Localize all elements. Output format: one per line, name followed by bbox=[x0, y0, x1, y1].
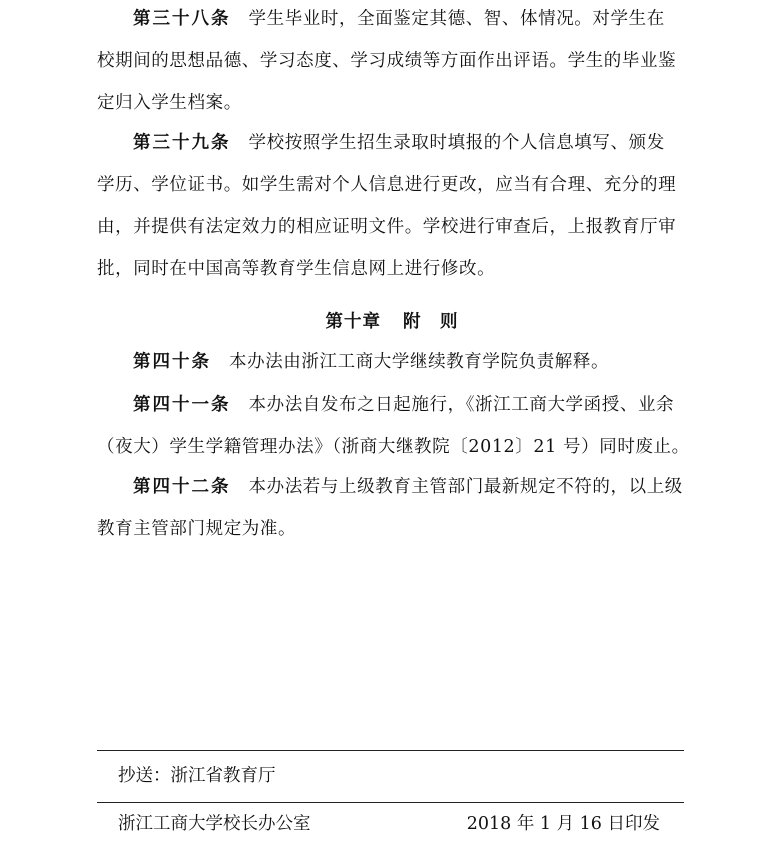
article-38 bbox=[97, 0, 687, 124]
chapter-heading bbox=[97, 301, 687, 343]
article-38-line-2: 校期间的思想品德、学习态度、学习成绩等方面作出评语。学生的毕业鉴 bbox=[97, 51, 677, 71]
cc-line: 抄送：浙江省教育厅 bbox=[118, 766, 276, 786]
article-39-line-2: 学历、学位证书。如学生需对个人信息进行更改，应当有合理、充分的理 bbox=[97, 175, 677, 195]
article-41-line-2: （夜大）学生学籍管理办法》（浙商大继教院〔2012〕21 号）同时废止。 bbox=[97, 437, 690, 457]
article-42-line-1: 第四十二条 本办法若与上级教育主管部门最新规定不符的，以上级 bbox=[133, 477, 683, 497]
article-39-line-1: 第三十九条 学校按照学生招生录取时填报的个人信息填写、颁发 bbox=[133, 133, 665, 153]
article-38-line-1: 第三十八条 学生毕业时，全面鉴定其德、智、体情况。对学生在 bbox=[133, 9, 665, 29]
issuer: 浙江工商大学校长办公室 bbox=[118, 814, 311, 834]
article-41-label: 第四十一条 bbox=[133, 395, 231, 415]
article-40 bbox=[97, 341, 687, 383]
article-42 bbox=[97, 466, 687, 550]
article-42-line-2: 教育主管部门规定为准。 bbox=[97, 519, 297, 539]
publication-line bbox=[97, 803, 684, 849]
article-41-line-1: 第四十一条 本办法自发布之日起施行，《浙江工商大学函授、业余 bbox=[133, 395, 675, 415]
chapter-number: 第十章 bbox=[325, 312, 381, 332]
article-39-line-3: 由，并提供有法定效力的相应证明文件。学校进行审查后，上报教育厅审 bbox=[97, 217, 677, 237]
article-39-label: 第三十九条 bbox=[133, 133, 231, 153]
issue-date: 2018 年 1 月 16 日印发 bbox=[466, 814, 660, 834]
article-40-label: 第四十条 bbox=[133, 352, 211, 372]
chapter-title: 附 则 bbox=[403, 312, 459, 332]
article-38-label: 第三十八条 bbox=[133, 9, 231, 29]
document-footer bbox=[97, 750, 684, 849]
article-40-line-1: 第四十条 本办法由浙江工商大学继续教育学院负责解释。 bbox=[133, 352, 610, 372]
article-39 bbox=[97, 122, 687, 290]
article-38-line-3: 定归入学生档案。 bbox=[97, 93, 242, 113]
article-39-line-4: 批，同时在中国高等教育学生信息网上进行修改。 bbox=[97, 259, 496, 279]
article-41 bbox=[97, 384, 690, 468]
article-42-label: 第四十二条 bbox=[133, 477, 231, 497]
